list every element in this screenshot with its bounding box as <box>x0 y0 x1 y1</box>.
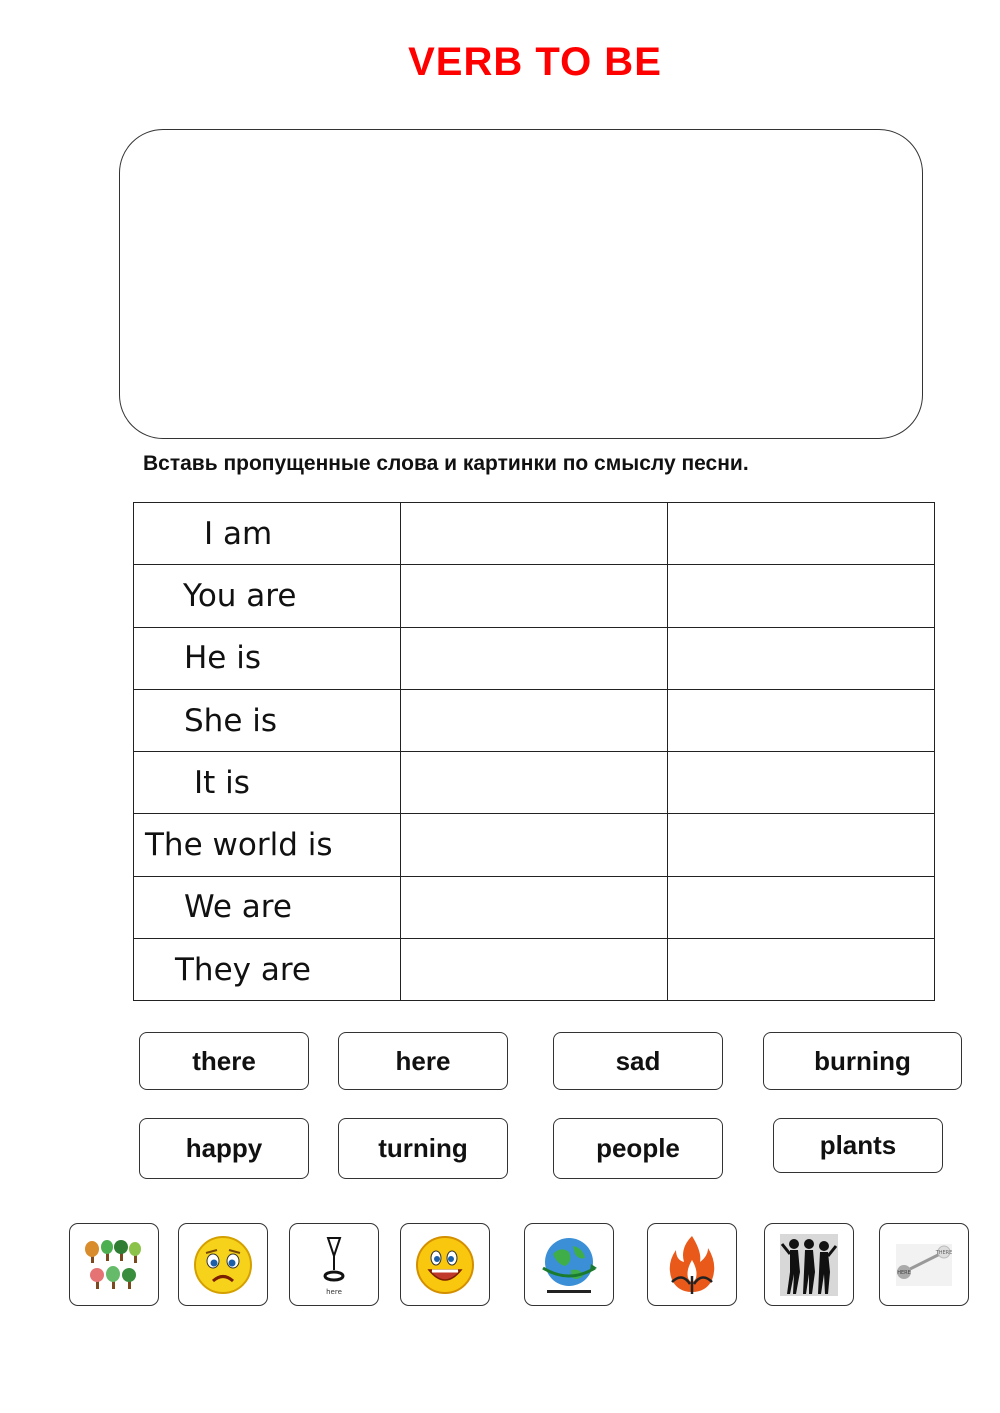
subject-cell <box>134 814 401 876</box>
subject-label: He is <box>184 640 262 677</box>
word-card-burning[interactable]: burning <box>763 1032 962 1090</box>
picture-cell[interactable] <box>668 876 935 938</box>
page-title: VERB TO BE <box>408 40 662 84</box>
subject-cell <box>134 752 401 814</box>
picture-card-happy[interactable] <box>400 1223 490 1306</box>
sad-face-icon <box>192 1234 254 1296</box>
table-row <box>134 503 935 565</box>
there-arrow-label: THERE <box>935 1249 953 1256</box>
picture-cell[interactable] <box>668 627 935 689</box>
subject-label: She is <box>184 702 278 739</box>
table-row <box>134 814 935 876</box>
picture-card-trees[interactable] <box>69 1223 159 1306</box>
here-caption: here <box>326 1287 342 1296</box>
subject-label: It is <box>194 764 250 801</box>
picture-cell[interactable] <box>668 814 935 876</box>
word-card-happy[interactable]: happy <box>139 1118 309 1179</box>
subject-cell <box>134 503 401 565</box>
answer-table <box>133 502 935 1001</box>
picture-cell[interactable] <box>668 503 935 565</box>
answer-cell[interactable] <box>401 752 668 814</box>
table-row <box>134 627 935 689</box>
people-silhouettes-icon <box>778 1232 840 1298</box>
subject-label: The world is <box>145 827 333 864</box>
picture-card-sad[interactable] <box>178 1223 268 1306</box>
subject-label: They are <box>175 951 311 988</box>
here-arrow-label: HERE <box>897 1269 911 1276</box>
subject-cell <box>134 876 401 938</box>
subject-cell <box>134 689 401 751</box>
picture-cell[interactable] <box>668 939 935 1001</box>
table-row <box>134 752 935 814</box>
subject-label: We are <box>184 889 292 926</box>
answer-cell[interactable] <box>401 814 668 876</box>
word-card-people[interactable]: people <box>553 1118 723 1179</box>
picture-card-people[interactable] <box>764 1223 854 1306</box>
picture-cell[interactable] <box>668 565 935 627</box>
here-sign-icon <box>314 1232 354 1298</box>
table-row <box>134 689 935 751</box>
word-card-there[interactable]: there <box>139 1032 309 1090</box>
picture-card-there[interactable] <box>879 1223 969 1306</box>
answer-cell[interactable] <box>401 565 668 627</box>
word-card-plants[interactable]: plants <box>773 1118 943 1173</box>
trees-icon <box>82 1237 146 1293</box>
turning-globe-icon <box>537 1232 601 1298</box>
picture-cell[interactable] <box>668 689 935 751</box>
fire-icon <box>662 1232 722 1298</box>
answer-cell[interactable] <box>401 689 668 751</box>
subject-label: I am <box>204 515 273 552</box>
happy-face-icon <box>414 1234 476 1296</box>
answer-cell[interactable] <box>401 627 668 689</box>
subject-cell <box>134 939 401 1001</box>
video-frame[interactable] <box>119 129 923 439</box>
subject-cell <box>134 627 401 689</box>
picture-card-turning[interactable] <box>524 1223 614 1306</box>
picture-card-here[interactable] <box>289 1223 379 1306</box>
subject-cell <box>134 565 401 627</box>
subject-label: You are <box>183 577 297 614</box>
word-card-here[interactable]: here <box>338 1032 508 1090</box>
table-row <box>134 565 935 627</box>
picture-cell[interactable] <box>668 752 935 814</box>
answer-cell[interactable] <box>401 876 668 938</box>
here-there-arrow-icon <box>892 1240 956 1290</box>
instruction-text: Вставь пропущенные слова и картинки по смыслу песни. <box>143 452 749 475</box>
answer-cell[interactable] <box>401 503 668 565</box>
table-row <box>134 939 935 1001</box>
table-row <box>134 876 935 938</box>
word-card-turning[interactable]: turning <box>338 1118 508 1179</box>
answer-cell[interactable] <box>401 939 668 1001</box>
word-card-sad[interactable]: sad <box>553 1032 723 1090</box>
picture-card-burning[interactable] <box>647 1223 737 1306</box>
